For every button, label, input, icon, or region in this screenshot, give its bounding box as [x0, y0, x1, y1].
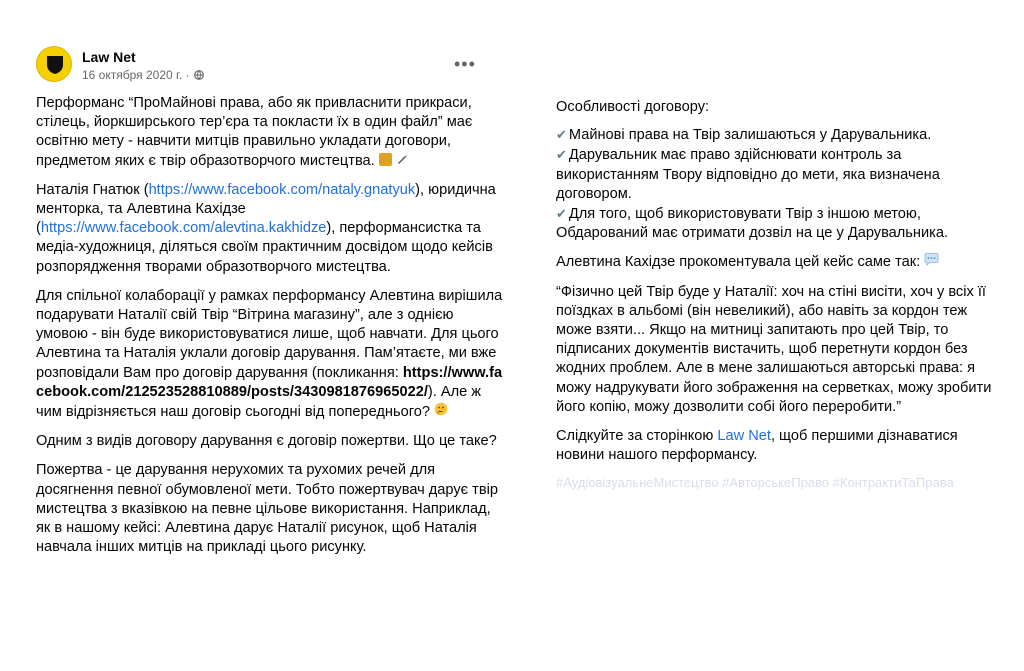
thinking-face-icon: [434, 402, 448, 416]
speech-bubble-icon: [924, 253, 939, 266]
paragraph-donation: Пожертва - це дарування нерухомих та рухомих речей для досягнення певної обумовленої мети. Тобто пожертвувач дарує твір мистецтва з вказівкою на певне цільове використання. Наприклад, як в нашому кейсі: Алевтина дарує Наталії рисунок, щоб Наталія навчала інших митців на прикладі цього рисунку.: [36, 462, 498, 556]
post-header: [36, 46, 506, 94]
quote: “Фізично цей Твір буде у Наталії: хоч на стіні висіти, хоч у всіх її поїздках в альбомі (він невеликий), або навіть за кордон теж може взяти... Якщо на митниці запитають про цей Твір, то підписаних документів вистачить, щоб перетнути кордон без жодних проблем. Але в мене залишаються авторські права: я можу надрукувати його зображення на серветках, можу зробити його копію, можу дозволити собі його переробити.”: [556, 283, 992, 415]
features-heading: Особливості договору:: [556, 99, 710, 115]
faded-hashtags: #АудіовізуальнеМистецтво #АвторськеПраво #КонтрактиТаПрава: [556, 475, 954, 491]
post-left-column: [36, 46, 506, 567]
post-date[interactable]: 16 октября 2020 г. ·: [82, 68, 190, 82]
follow-text: Слідкуйте за сторінкою Law Net, щоб першими дізнаватися новини нашого перформансу.: [556, 428, 958, 464]
paragraph-intro: Перформанс “ПроМайнові права, або як привласнити прикраси, стілець, йоркширського тер’єра та покласти їх в один файл” має освітню мету - навчити митців правильно укладати договори, предметом яких є твір образотворчого мистецтва.: [36, 95, 473, 169]
paragraph-question: Одним з видів договору дарування є договір пожертви. Що це таке?: [36, 433, 497, 450]
link-nataly[interactable]: https://www.facebook.com/nataly.gnatyuk: [148, 181, 416, 198]
pencil-icon: [396, 153, 408, 165]
paragraph-collab: Для спільної колаборації у рамках перформансу Алевтина вирішила подарувати Наталії свій Твір “Вітрина магазину”, але з однією умовою - він буде використовуватися лише, щоб навчати. Для цього Алевтина та Наталія уклали договір дарування. Пам’ятаєте, ми вже розповідали Вам про договір дарування (покликання: https://www.facebook.com/212523528810889/posts/3430981876965022/). Але ж чим відрізняється наш договір сьогодні від попереднього?: [36, 287, 503, 421]
check-mark-icon: ✔: [556, 147, 567, 163]
comment-intro: Алевтина Кахідзе прокоментувала цей кейс саме так:: [556, 253, 996, 272]
author-name[interactable]: Law Net: [82, 49, 136, 65]
feature-item-1: ✔ Майнові права на Твір залишаються у Дарувальника.: [556, 127, 932, 144]
more-options-button[interactable]: •••: [454, 54, 476, 74]
link-law-net[interactable]: Law Net: [717, 428, 771, 445]
shield-icon: [46, 55, 64, 75]
link-previous-post[interactable]: https://www.facebook.com/212523528810889/posts/3430981876965022/: [36, 364, 503, 400]
paragraph-people: Наталія Гнатюк (https://www.facebook.com/nataly.gnatyuk), юридична менторка, та Алевтина Кахідзе (https://www.facebook.com/alevtina.kakhidze), перформансистка та медіа-художниця, діляться своїм практичним досвідом щодо кейсів розпорядження творами образотворчого мистецтва.: [36, 181, 496, 275]
check-mark-icon: ✔: [556, 206, 567, 222]
book-icon: [379, 153, 392, 166]
check-mark-icon: ✔: [556, 127, 567, 143]
post-meta: [82, 68, 204, 82]
link-alevtina[interactable]: https://www.facebook.com/alevtina.kakhidze: [40, 220, 327, 237]
feature-item-2: ✔ Дарувальник має право здійснювати контроль за використанням Твору відповідно до мети, яка визначена договором.: [556, 147, 940, 202]
feature-item-3: ✔ Для того, щоб використовувати Твір з іншою метою, Обдарований має отримати дозвіл на це у Дарувальника.: [556, 206, 948, 242]
globe-icon: [194, 70, 204, 80]
avatar[interactable]: [36, 46, 72, 82]
post-right-column: [556, 98, 996, 490]
